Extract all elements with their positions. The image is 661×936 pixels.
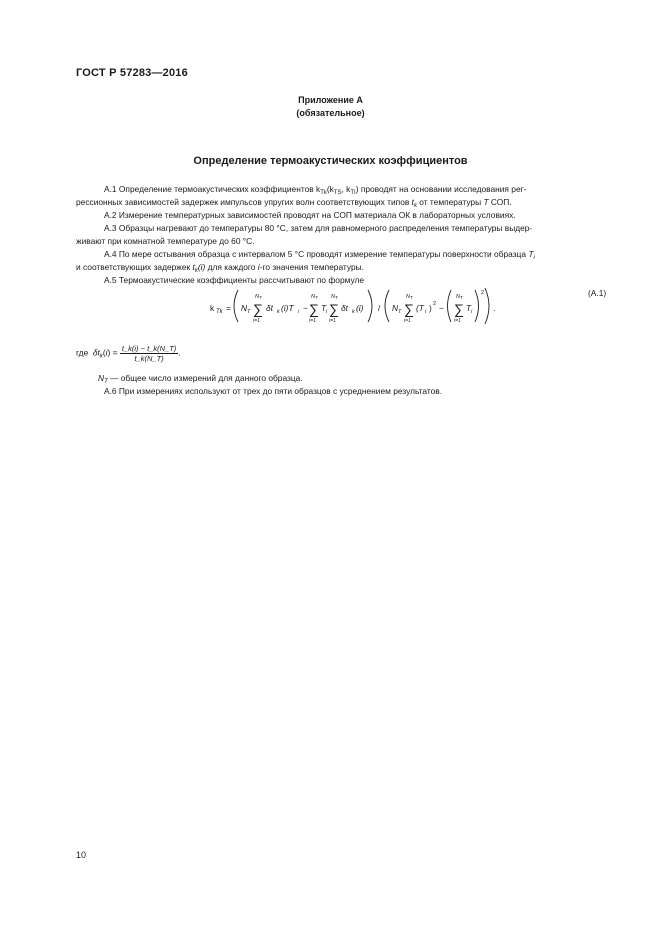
svg-text:N: N [331, 294, 335, 300]
svg-text:.: . [493, 303, 496, 313]
standard-header: ГОСТ Р 57283—2016 [76, 67, 188, 79]
sum-sign-1: ∑ [253, 301, 263, 317]
svg-text:T: T [259, 295, 262, 300]
svg-text:δt: δt [341, 303, 348, 313]
annex-status: (обязательное) [296, 108, 365, 118]
paren-open-3 [448, 290, 452, 322]
page-number: 10 [76, 850, 87, 860]
paragraph-a5: А.5 Термоакустические коэффициенты рассчитывают по формуле [104, 275, 364, 285]
paragraph-a3-line2: живают при комнатной температуре до 60 °С. [76, 236, 255, 246]
svg-text:N: N [311, 294, 315, 300]
paragraph-a1-line2: рессионных зависимостей задержек импульсов упругих волн соответствующих типов $t_k$ от температуры Т СОП. [76, 197, 512, 209]
svg-text:i=1: i=1 [309, 318, 316, 324]
svg-text:T: T [247, 309, 251, 315]
svg-text:2: 2 [481, 290, 485, 296]
svg-text:i: i [471, 309, 473, 315]
svg-text:i: i [425, 309, 427, 315]
sum-sign-5: ∑ [454, 301, 464, 317]
svg-text:(i)T: (i)T [281, 303, 294, 313]
section-title: Определение термоакустических коэффициентов [193, 155, 468, 167]
svg-text:−: − [303, 303, 308, 313]
sum-sign-3: ∑ [329, 301, 339, 317]
formula-number: (А.1) [588, 288, 607, 298]
paragraph-a2: А.2 Измерение температурных зависимостей проводят на СОП материала ОК в лабораторных условиях. [104, 210, 516, 220]
paragraph-a6: А.6 При измерениях используют от трех до пяти образцов с усреднением результатов. [104, 386, 443, 396]
paragraph-a4-line2: и соответствующих задержек $t_k(i)$ для каждого i-го значения температуры. [76, 262, 364, 274]
svg-text:i=1: i=1 [253, 318, 260, 324]
svg-text:i=1: i=1 [404, 318, 411, 324]
where-fraction: $\frac{t\_k(i) - t\_k(N\_T)}{t\_k(N\_T)}$ [121, 344, 177, 363]
formula-lhs: k [210, 303, 215, 313]
svg-text:T: T [398, 309, 402, 315]
svg-text:T: T [321, 303, 327, 313]
paragraph-a3-line1: А.3 Образцы нагревают до температуры 80 °С, затем для равномерного распределения температуры выдер- [104, 223, 533, 233]
paren-open-1 [234, 290, 238, 322]
svg-text:k: k [352, 309, 355, 315]
paren-close-1 [368, 290, 372, 322]
svg-text:i=1: i=1 [329, 318, 336, 324]
nt-definition: $N_T$ — общее число измерений для данного образца. [98, 373, 303, 385]
svg-text:i: i [326, 309, 328, 315]
formula-lhs-sub: Tk [216, 309, 223, 315]
svg-text:i: i [298, 309, 300, 315]
formula-a1 [200, 284, 500, 328]
svg-text:N: N [241, 303, 248, 313]
svg-text:T: T [466, 303, 472, 313]
paragraph-a1-line1: А.1 Определение термоакустических коэффициентов $k_{Tk}(k_{TS}$, $k_{TI}$) проводят на основании исследования рег- [104, 184, 527, 196]
svg-text:N: N [392, 303, 399, 313]
paren-close-2 [485, 288, 489, 324]
svg-text:−: − [439, 303, 444, 313]
svg-text:/: / [378, 303, 381, 313]
svg-text:2: 2 [433, 301, 437, 307]
sum-sign-4: ∑ [404, 301, 414, 317]
svg-text:N: N [255, 294, 259, 300]
svg-text:N: N [456, 294, 460, 300]
sum-sign-2: ∑ [309, 301, 319, 317]
paragraph-a4-line1: А.4 По мере остывания образца с интервалом 5 °С проводят измерение температуры поверхности образца $T_i$ [104, 249, 535, 261]
formula-eq: = [226, 303, 231, 313]
paren-close-3 [475, 290, 479, 322]
svg-text:δt: δt [266, 303, 273, 313]
svg-text:): ) [429, 303, 432, 313]
svg-text:i=1: i=1 [454, 318, 461, 324]
where-clause: где $\delta t_k(i)$ = $\frac{t\_k(i) - t\_k(N\_T)}{t\_k(N\_T)}$ . [76, 344, 181, 363]
svg-text:T: T [460, 295, 463, 300]
svg-text:(T: (T [416, 303, 424, 313]
svg-text:N: N [406, 294, 410, 300]
svg-text:T: T [315, 295, 318, 300]
svg-text:T: T [410, 295, 413, 300]
paren-open-2 [385, 290, 389, 322]
svg-text:T: T [335, 295, 338, 300]
svg-text:k: k [277, 309, 280, 315]
svg-text:(i): (i) [356, 303, 364, 313]
annex-title: Приложение А [298, 95, 363, 105]
